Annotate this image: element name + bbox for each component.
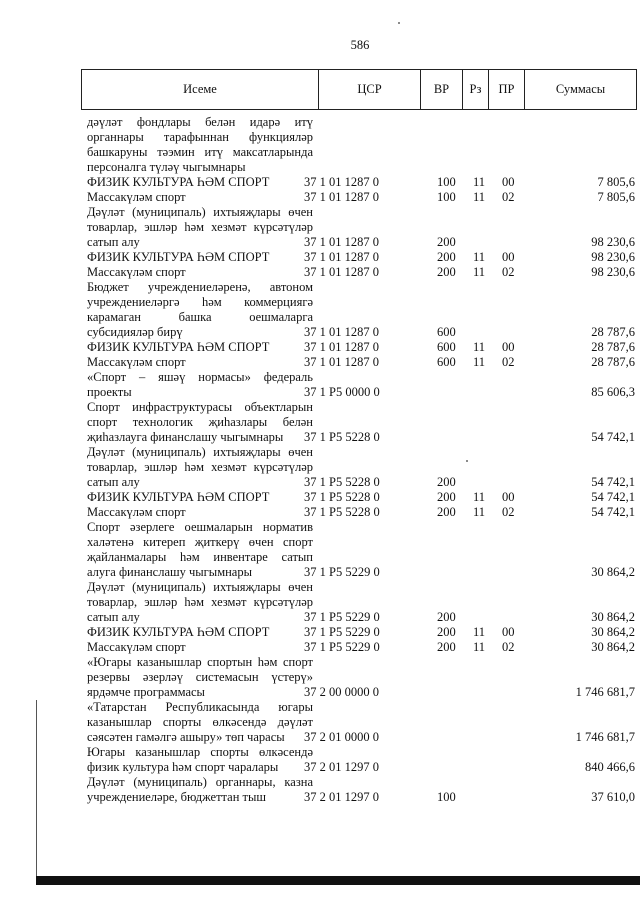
table-row (87, 340, 635, 355)
row-pr: 00 (502, 250, 515, 264)
row-csr: 37 2 00 0000 0 (304, 685, 379, 699)
table-row (87, 280, 635, 340)
row-pr: 00 (502, 340, 515, 354)
row-name: Массакүләм спорт (87, 190, 186, 204)
row-csr: 37 2 01 1297 0 (304, 760, 379, 774)
row-csr: 37 1 01 1287 0 (304, 340, 379, 354)
header-name: Исеме (82, 70, 319, 109)
row-csr: 37 1 01 1287 0 (304, 265, 379, 279)
row-csr: 37 1 P5 5229 0 (304, 565, 380, 579)
row-name: Массакүләм спорт (87, 505, 186, 519)
row-name: Дәүләт (муниципаль) ихтыяҗлары өчен товарлар, эшләр һәм хезмәт күрсәтүләр сатып алу (87, 445, 313, 489)
row-pr: 02 (502, 355, 515, 369)
row-vr: 200 (437, 640, 456, 654)
row-vr: 200 (437, 505, 456, 519)
row-sum: 30 864,2 (591, 565, 635, 579)
row-vr: 100 (437, 175, 456, 189)
row-csr: 37 1 01 1287 0 (304, 325, 379, 339)
row-name: Дәүләт (муниципаль) органнары, казна учреждениеләре, бюджеттан тыш (87, 775, 313, 804)
row-vr: 200 (437, 625, 456, 639)
page-number: 586 (350, 38, 370, 52)
row-pr: 02 (502, 190, 515, 204)
table-row (87, 190, 635, 205)
row-rz: 11 (473, 490, 486, 504)
table-row (87, 370, 635, 400)
row-rz: 11 (473, 340, 486, 354)
row-vr: 600 (437, 355, 456, 369)
header-csr: ЦСР (319, 70, 421, 109)
row-name: ФИЗИК КУЛЬТУРА ҺӘМ СПОРТ (87, 490, 270, 504)
row-pr: 00 (502, 490, 515, 504)
row-vr: 200 (437, 265, 456, 279)
row-sum: 1 746 681,7 (575, 685, 635, 699)
row-csr: 37 1 01 1287 0 (304, 235, 379, 249)
row-name: ФИЗИК КУЛЬТУРА ҺӘМ СПОРТ (87, 625, 270, 639)
row-csr: 37 1 P5 5228 0 (304, 475, 380, 489)
row-name: «Югары казанышлар спортын һәм спорт резервы әзерләү системасын үстерү» ярдәмче программасы (87, 655, 313, 699)
row-sum: 840 466,6 (585, 760, 635, 774)
row-name: Югары казанышлар спорты өлкәсендә физик культура һәм спорт чаралары (87, 745, 313, 774)
table-row (87, 445, 635, 490)
table-row (87, 490, 635, 505)
row-sum: 98 230,6 (591, 250, 635, 264)
row-pr: 00 (502, 175, 515, 189)
header-pr: ПР (489, 70, 525, 109)
row-pr: 02 (502, 640, 515, 654)
row-vr: 200 (437, 610, 456, 624)
row-vr: 200 (437, 235, 456, 249)
row-vr: 200 (437, 250, 456, 264)
row-sum: 54 742,1 (591, 505, 635, 519)
row-pr: 02 (502, 265, 515, 279)
row-sum: 1 746 681,7 (575, 730, 635, 744)
table-row (87, 640, 635, 655)
row-pr: 02 (502, 505, 515, 519)
row-vr: 100 (437, 790, 456, 804)
row-csr: 37 1 P5 5228 0 (304, 430, 380, 444)
table-row (87, 745, 635, 775)
row-csr: 37 1 01 1287 0 (304, 190, 379, 204)
row-name: Спорт әзерлеге оешмаларын норматив халәтенә китереп җиткерү өчен спорт җайланмалары һәм инвентаре сатып алуга финанслашу чыгымнары (87, 520, 313, 579)
row-csr: 37 1 P5 5229 0 (304, 625, 380, 639)
row-sum: 28 787,6 (591, 355, 635, 369)
row-rz: 11 (473, 355, 486, 369)
row-sum: 54 742,1 (591, 430, 635, 444)
row-sum: 30 864,2 (591, 625, 635, 639)
table-row (87, 505, 635, 520)
row-name: Массакүләм спорт (87, 640, 186, 654)
row-rz: 11 (473, 505, 486, 519)
header-rz: Рз (463, 70, 489, 109)
row-rz: 11 (473, 640, 486, 654)
table-row (87, 400, 635, 445)
row-vr: 600 (437, 325, 456, 339)
scan-edge (36, 700, 37, 876)
row-csr: 37 1 01 1287 0 (304, 175, 379, 189)
row-name: Спорт инфраструктурасы объектларын спорт технологик җиһазлары белән җиһазлауга финанслашу чыгымнары (87, 400, 313, 444)
table-row (87, 250, 635, 265)
row-sum: 98 230,6 (591, 265, 635, 279)
row-csr: 37 2 01 0000 0 (304, 730, 379, 744)
row-vr: 200 (437, 490, 456, 504)
row-rz: 11 (473, 190, 486, 204)
row-sum: 85 606,3 (591, 385, 635, 399)
header-vr: ВР (421, 70, 463, 109)
row-csr: 37 1 P5 5228 0 (304, 490, 380, 504)
row-rz: 11 (473, 250, 486, 264)
row-csr: 37 1 01 1287 0 (304, 250, 379, 264)
table-row (87, 115, 635, 175)
row-sum: 30 864,2 (591, 640, 635, 654)
row-name: «Спорт – яшәү нормасы» федераль проекты (87, 370, 313, 399)
row-sum: 28 787,6 (591, 340, 635, 354)
table-header (81, 69, 637, 110)
row-rz: 11 (473, 175, 486, 189)
table-row (87, 175, 635, 190)
row-csr: 37 2 01 1297 0 (304, 790, 379, 804)
table-row (87, 580, 635, 625)
row-sum: 7 805,6 (597, 190, 635, 204)
table-body (87, 115, 635, 805)
row-sum: 98 230,6 (591, 235, 635, 249)
table-row (87, 355, 635, 370)
row-sum: 37 610,0 (591, 790, 635, 804)
row-csr: 37 1 P5 5229 0 (304, 640, 380, 654)
row-sum: 28 787,6 (591, 325, 635, 339)
row-sum: 54 742,1 (591, 490, 635, 504)
row-name: ФИЗИК КУЛЬТУРА ҺӘМ СПОРТ (87, 250, 270, 264)
row-csr: 37 1 P5 5228 0 (304, 505, 380, 519)
row-vr: 200 (437, 475, 456, 489)
table-row (87, 520, 635, 580)
row-sum: 7 805,6 (597, 175, 635, 189)
table-row (87, 655, 635, 700)
table-row (87, 700, 635, 745)
row-name: Массакүләм спорт (87, 355, 186, 369)
scan-speck (398, 22, 400, 24)
row-name: Бюджет учреждениеләренә, автоном учреждениеләргә һәм коммерциягә карамаган башка оешмаларга субсидияләр бирү (87, 280, 313, 339)
row-sum: 30 864,2 (591, 610, 635, 624)
row-name: Дәүләт (муниципаль) ихтыяҗлары өчен товарлар, эшләр һәм хезмәт күрсәтүләр сатып алу (87, 205, 313, 249)
row-name: «Татарстан Республикасында югары казанышлар спорты өлкәсендә дәүләт сәясәтен гамәлгә ашыру» төп чарасы (87, 700, 313, 744)
row-vr: 600 (437, 340, 456, 354)
row-vr: 100 (437, 190, 456, 204)
scan-bottom-border (36, 876, 640, 885)
row-name: Массакүләм спорт (87, 265, 186, 279)
row-csr: 37 1 P5 5229 0 (304, 610, 380, 624)
row-rz: 11 (473, 265, 486, 279)
header-sum: Суммасы (555, 82, 606, 96)
table-row (87, 625, 635, 640)
table-row (87, 265, 635, 280)
row-csr: 37 1 01 1287 0 (304, 355, 379, 369)
table-row (87, 205, 635, 250)
row-sum: 54 742,1 (591, 475, 635, 489)
table-row (87, 775, 635, 805)
row-name: ФИЗИК КУЛЬТУРА ҺӘМ СПОРТ (87, 340, 270, 354)
row-rz: 11 (473, 625, 486, 639)
scan-speck (466, 460, 468, 462)
row-name: дәүләт фондлары белән идарә итү органнары тарафыннан функцияләр башкаруны тәэмин итү максатларында персоналга түләү чыгымнары (87, 115, 313, 174)
row-pr: 00 (502, 625, 515, 639)
row-name: ФИЗИК КУЛЬТУРА ҺӘМ СПОРТ (87, 175, 270, 189)
row-csr: 37 1 P5 0000 0 (304, 385, 380, 399)
row-name: Дәүләт (муниципаль) ихтыяҗлары өчен товарлар, эшләр һәм хезмәт күрсәтүләр сатып алу (87, 580, 313, 624)
